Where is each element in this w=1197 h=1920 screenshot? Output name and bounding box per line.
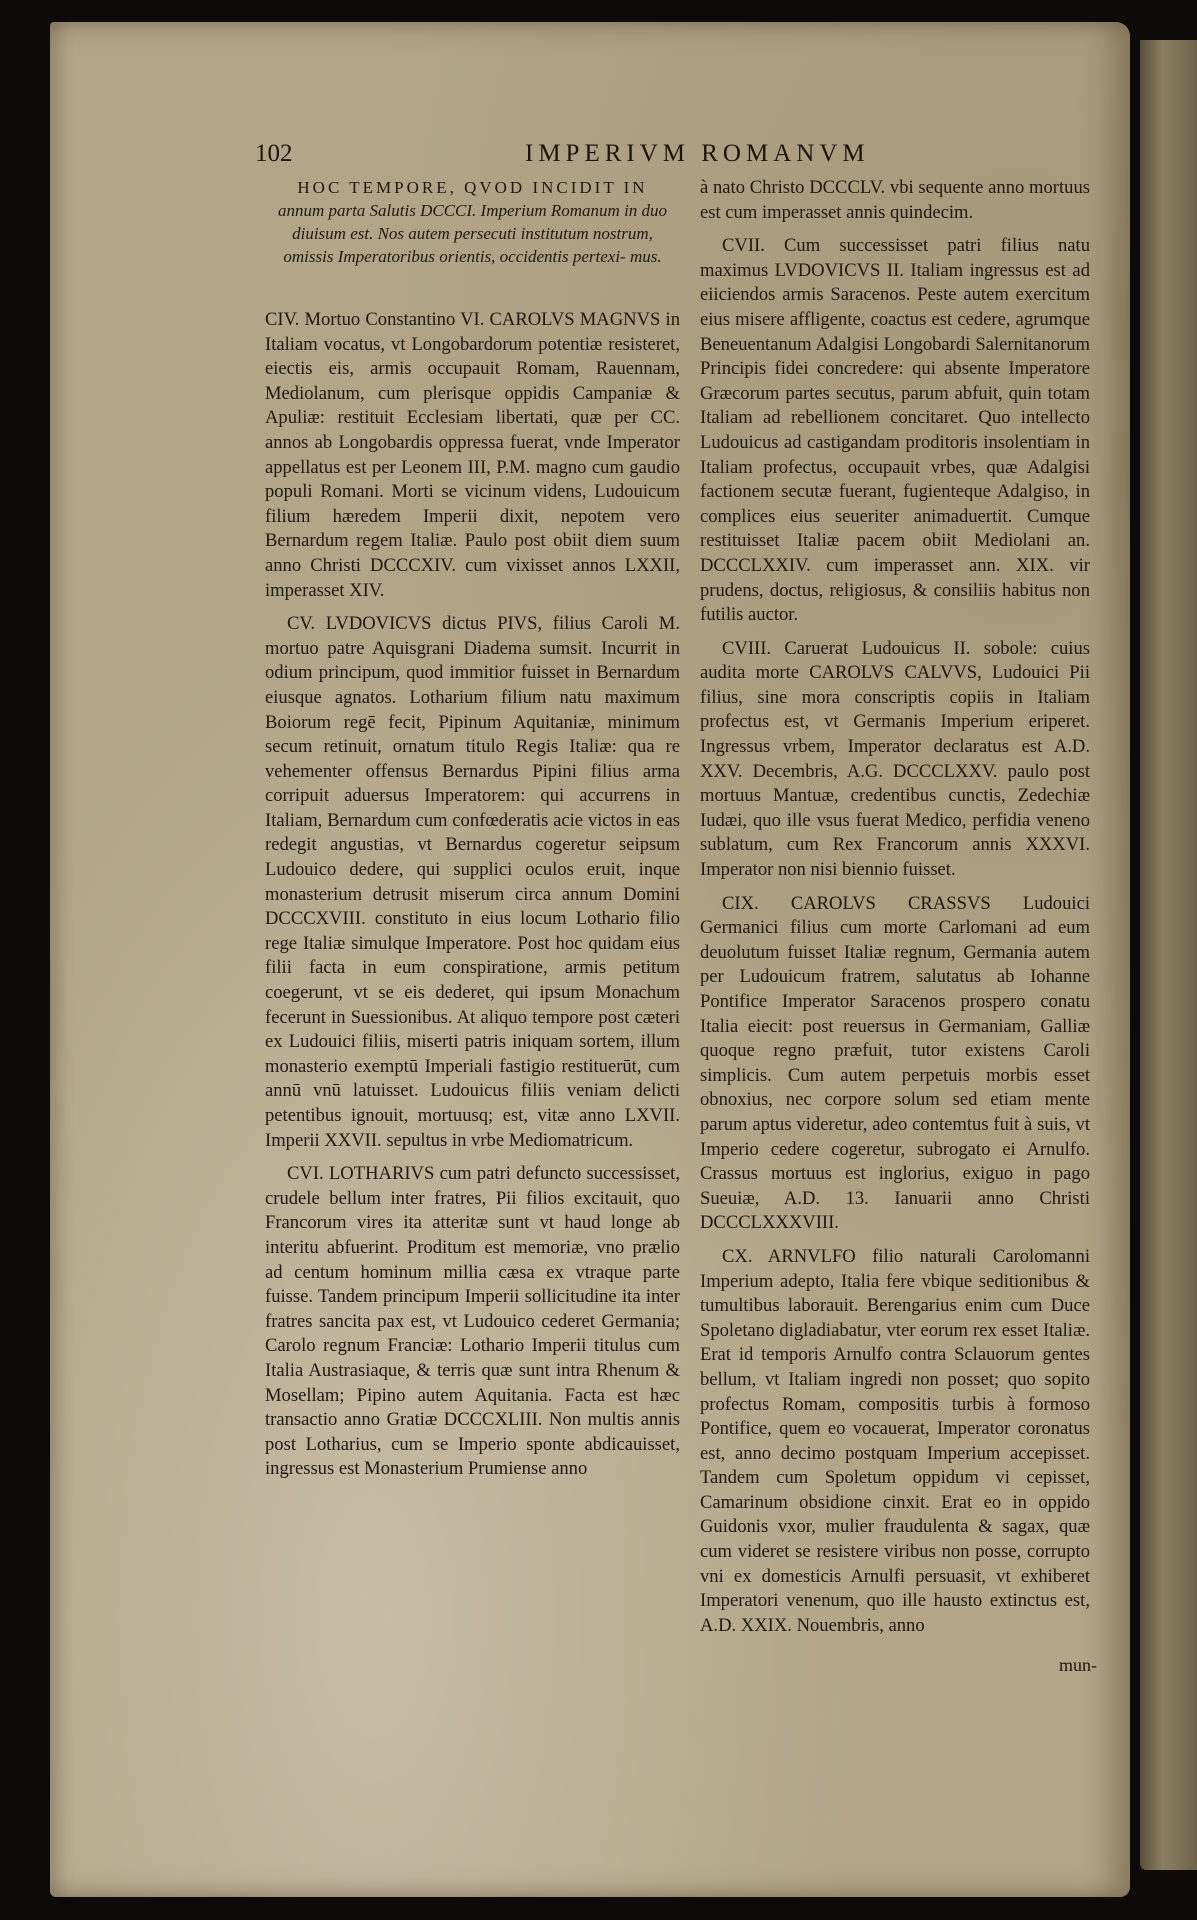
right-column <box>700 176 1090 1647</box>
paragraph-civ: CIV. Mortuo Constantino VI. CAROLVS MAGNVS in Italiam vocatus, vt Longobardorum potentiæ resisteret, eiectis eis, armis occupauit Romam, Rauennam, Mediolanum, cum plerisque oppidis Campaniæ & Apuliæ: restituit Ecclesiam libertati, quæ per CC. annos ab Longobardis oppressa fuerat, vnde Imperator appellatus est per Leonem III, P.M. magno cum gaudio populi Romani. Morti se vicinum videns, Ludouicum filium hæredem Imperii dixit, nepotem vero Bernardum regem Italiæ. Paulo post obiit diem suum anno Christi DCCCXIV. cum vixisset annos LXXII, imperasset XIV. <box>265 309 680 601</box>
paragraph-cviii: CVIII. Caruerat Ludouicus II. sobole: cuius audita morte CAROLVS CALVVS, Ludouici Pii filius, sine mora conscriptis copiis in Italiam profectus est, vt Germanis Imperium eriperet. Ingressus vrbem, Imperator declaratus est A.D. XXV. Decembris, A.G. DCCCLXXV. paulo post mortuus Mantuæ, credentibus cunctis, Zedechiæ Iudæi, quo ille vsus fuerat Medico, perfidia veneno sublatum, cum Rex Francorum annis XXXVI. Imperator non nisi biennio fuisset. <box>700 637 1090 881</box>
paragraph-cx: CX. ARNVLFO filio naturali Carolomanni Imperium adepto, Italia fere vbique seditionibus & tumultibus laborauit. Berengarius enim cum Duce Spoletano digladiabatur, vter eorum rex esset Italiæ. Erat id temporis Arnulfo contra Sclauorum gentes bellum, vt Italiam ingredi non posset; quo sopito profectus Romam, compositis turbis à formoso Pontifice, quem eo vocauerat, Imperator coronatus est, anno decimo postquam Imperium accepisset. Tandem cum Spoletum oppidum vi cepisset, Camarinum obsidione cinxit. Erat eo in oppido Guidonis vxor, mulier fraudulenta & sagax, quæ cum videret se resistere viribus non posse, corrupto vni ex domesticis Arnulfi persuasit, vt exhiberet Imperatori venenum, quo ille hausto extinctus est, A.D. XXIX. Nouembris, anno <box>700 1245 1090 1636</box>
left-column <box>265 176 680 1491</box>
catchword: mun- <box>1059 1655 1097 1675</box>
paragraph-cv: CV. LVDOVICVS dictus PIVS, filius Caroli M. mortuo patre Aquisgrani Diadema sumsit. Incurrit in odium principum, quod immitior fuisset in Bernardum eiusque agnatos. Lotharium filium natu maximum Boiorum regē fecit, Pipinum Aquitaniæ, minimum secum retinuit, ornatum titulo Regis Italiæ: qua re vehementer offensus Bernardus Pipini filius arma corripuit aduersus Imperatorem: qui accurrens in Italiam, Bernardum cum confœderatis acie victos in eas redegit angustias, vt Bernardus cogeretur seipsum Ludouico dedere, qui supplici oculos eruit, inque monasterium detrusit miserum circa annum Domini DCCCXVIII. constituto in eius locum Lothario filio rege Italiæ simulque Imperatore. Post hoc quidam eius filii facta in eum conspiratione, armis petitum coegerunt, vt se eis dederet, qui ipsum Monachum fecerunt in Suessionibus. At aliquo tempore post cæteri ex Ludouici filiis, miserti patris iniquam sortem, illum monasterio exemptū Imperiali fastigio restituerūt, cum annū vnū latuisset. Ludouicus filiis veniam delicti petentibus ignouit, mortuusq; est, vitæ anno LXVII. Imperii XXVII. sepultus in vrbe Mediomatricum. <box>265 613 680 1151</box>
page-number: 102 <box>255 140 293 167</box>
section-intro <box>265 176 680 268</box>
intro-heading: HOC TEMPORE, QVOD INCIDIT IN <box>297 178 648 197</box>
paragraph-cix: CIX. CAROLVS CRASSVS Ludouici Germanici filius cum morte Carlomani ad eum deuolutum fuisset Italiæ regnum, Germania autem per Ludouicum fratrem, salutatus ab Iohanne Pontifice Imperator Saracenos prospero conatu Italia eiecit: post reuersus in Germaniam, Galliæ quoque regno præfuit, tutor existens Caroli simplicis. Cum autem perpetuis morbis esset obnoxius, nec corpore solum sed etiam mente parum aptus videretur, adeo contemtus fuit à suis, vt Imperio cedere cogeretur, subrogato ei Arnulfo. Crassus mortuus est inglorius, exiguo in pago Sueuiæ, A.D. 13. Ianuarii anno Christi DCCCLXXXVIII. <box>700 892 1090 1234</box>
adjacent-page-edge <box>1140 40 1197 1870</box>
paragraph-cvii: CVII. Cum successisset patri filius natu maximus LVDOVICVS II. Italiam ingressus est ad eiiciendos armis Saracenos. Peste autem exercitum eius misere affligente, coactus est cedere, agrumque Beneuentanum Adalgisi Longobardi Salernitanorum Principis fidei concredere: qui absente Imperatore Græcorum partes secutus, parum abfuit, quin totam Italiam ad rebellionem concitaret. Quo intellecto Ludouicus ad castigandam proditoris insolentiam in Italiam profectus, occupauit vrbes, quæ Adalgisi factionem secutæ fuerant, fugienteque Adalgiso, in complices eius seueriter animaduertit. Cumque restituisset Italiæ pacem obiit Mediolani an. DCCCLXXIV. cum imperasset ann. XIX. vir prudens, doctus, religiosus, & consiliis habitus non futilis auctor. <box>700 235 1090 626</box>
paragraph-cvi: CVI. LOTHARIVS cum patri defuncto successisset, crudele bellum inter fratres, Pii filios excitauit, quo Francorum vires ita atteritæ sunt vt haud longe ab interitu abfuerint. Proditum est memoriæ, vno prælio ad centum hominum millia cæsa ex vtraque parte fuisse. Tandem principum Imperii sollicitudine ita inter fratres sancita pax est, vt Ludouico cederet Germania; Carolo regnum Franciæ: Lothario Imperii titulus cum Italia Austrasiaque, & terris quæ sunt intra Rhenum & Mosellam; Pipino autem Aquitania. Facta est hæc transactio anno Gratiæ DCCCXLIII. Non multis annis post Lotharius, cum se Imperio sponte abdicauisset, ingressus est Monasterium Prumiense anno <box>265 1163 680 1480</box>
paragraph-continued: à nato Christo DCCCLV. vbi sequente anno mortuus est cum imperasset annis quindecim. <box>700 177 1090 223</box>
intro-text: annum parta Salutis DCCCI. Imperium Romanum in duo diuisum est. Nos autem persecuti institutum nostrum, omissis Imperatoribus orientis, occidentis pertexi- mus. <box>277 201 668 266</box>
running-head: IMPERIVM ROMANVM <box>525 140 870 167</box>
page-header <box>255 140 1075 170</box>
